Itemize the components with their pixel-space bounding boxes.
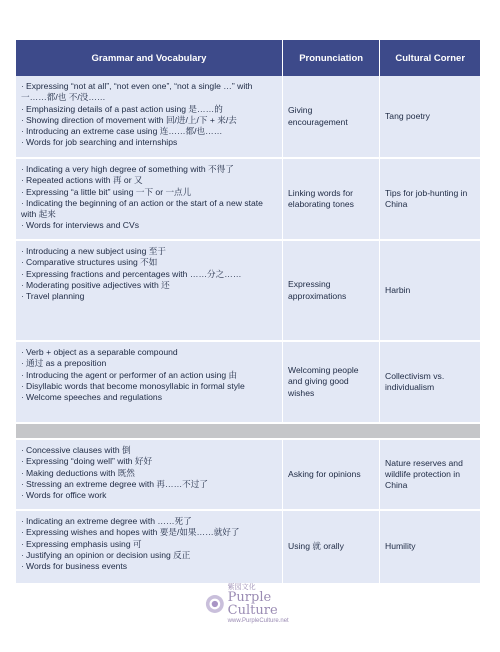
grammar-cell bbox=[16, 440, 283, 509]
grammar-item: · Words for interviews and CVs bbox=[21, 220, 140, 231]
purple-culture-logo-icon bbox=[205, 593, 225, 615]
grammar-item: · Expressing fractions and percentages with ……分之…… bbox=[21, 268, 242, 279]
grammar-cell bbox=[16, 511, 283, 583]
grammar-item: · Travel planning bbox=[21, 291, 85, 302]
grammar-item: · 通过 as a preposition bbox=[21, 358, 107, 369]
grammar-item: · Expressing “a little bit” using 一下 or 一点儿 bbox=[21, 186, 192, 197]
pronunciation-cell: Giving encouragement bbox=[283, 76, 380, 157]
grammar-cell bbox=[16, 342, 283, 422]
grammar-item: · Introducing an extreme case using 连……都/也…… bbox=[21, 126, 223, 137]
grammar-cell bbox=[16, 159, 283, 239]
culture-cell: Nature reserves and wildlife protection in China bbox=[385, 457, 463, 491]
grammar-item: · Indicating a very high degree of something with 不得了 bbox=[21, 164, 234, 174]
grammar-item: · Verb + object as a separable compound bbox=[21, 347, 178, 357]
grammar-item: · Introducing the agent or performer of an action using 由 bbox=[21, 369, 238, 380]
grammar-item: · Indicating the beginning of an action or the start of a new state with 起来 bbox=[21, 197, 263, 220]
grammar-item: · Words for business events bbox=[21, 561, 128, 572]
culture-cell: Humility bbox=[385, 541, 416, 552]
table-row bbox=[16, 342, 480, 424]
curriculum-table bbox=[16, 40, 480, 585]
culture-cell: Collectivism vs. individualism bbox=[385, 370, 445, 392]
watermark-english: Purple Culture bbox=[227, 590, 278, 618]
grammar-item: · Expressing wishes and hopes with 要是/如果……就好了 bbox=[21, 527, 240, 538]
table-row bbox=[16, 241, 480, 342]
header-culture: Cultural Corner bbox=[395, 52, 466, 64]
culture-cell: Tips for job-hunting in China bbox=[385, 187, 468, 209]
table-row bbox=[16, 440, 480, 511]
grammar-item: · Emphasizing details of a past action using 是……的 bbox=[21, 103, 223, 114]
grammar-item: · Expressing “not at all”, “not even one”, “not a single …” with 一……都/也 不/没…… bbox=[21, 81, 253, 103]
watermark-chinese: 紫园文化 bbox=[227, 584, 256, 591]
grammar-item: · Expressing “doing well” with 好好 bbox=[21, 456, 153, 467]
grammar-item: · Concessive clauses with 倒 bbox=[21, 445, 131, 455]
table-header bbox=[16, 40, 480, 76]
grammar-item: · Showing direction of movement with 回/进/上/下 + 来/去 bbox=[21, 114, 237, 125]
header-grammar: Grammar and Vocabulary bbox=[16, 40, 283, 76]
pronunciation-cell: Expressing approximations bbox=[283, 241, 380, 340]
grammar-item: · Words for job searching and internships bbox=[21, 137, 178, 148]
pronunciation-cell: Welcoming people and giving good wishes bbox=[283, 342, 380, 422]
culture-cell: Harbin bbox=[385, 284, 411, 295]
grammar-item: · Welcome speeches and regulations bbox=[21, 392, 162, 403]
grammar-item: · Repeated actions with 再 or 又 bbox=[21, 175, 143, 186]
grammar-item: · Indicating an extreme degree with ……死了 bbox=[21, 516, 192, 526]
section-divider bbox=[16, 424, 480, 440]
grammar-item: · Making deductions with 既然 bbox=[21, 467, 135, 478]
culture-cell: Tang poetry bbox=[385, 110, 430, 121]
pronunciation-cell: Linking words for elaborating tones bbox=[283, 159, 380, 239]
grammar-item: · Introducing a new subject using 至于 bbox=[21, 246, 166, 256]
grammar-item: · Moderating positive adjectives with 还 bbox=[21, 279, 170, 290]
grammar-item: · Words for office work bbox=[21, 490, 107, 501]
grammar-item: · Justifying an opinion or decision using 反正 bbox=[21, 549, 191, 560]
watermark bbox=[205, 584, 315, 624]
grammar-item: · Disyllabic words that become monosyllabic in formal style bbox=[21, 380, 245, 391]
grammar-cell bbox=[16, 76, 283, 157]
table-row bbox=[16, 511, 480, 585]
pronunciation-cell: Asking for opinions bbox=[283, 440, 380, 509]
grammar-item: · Stressing an extreme degree with 再……不过了 bbox=[21, 478, 208, 489]
watermark-url: www.PurpleCulture.net bbox=[227, 618, 289, 624]
table-row bbox=[16, 159, 480, 241]
header-pronunciation: Pronunciation bbox=[283, 40, 381, 76]
grammar-item: · Expressing emphasis using 可 bbox=[21, 538, 142, 549]
grammar-item: · Comparative structures using 不如 bbox=[21, 257, 158, 268]
grammar-cell bbox=[16, 241, 283, 340]
pronunciation-cell: Using 就 orally bbox=[283, 511, 380, 583]
table-row bbox=[16, 76, 480, 159]
